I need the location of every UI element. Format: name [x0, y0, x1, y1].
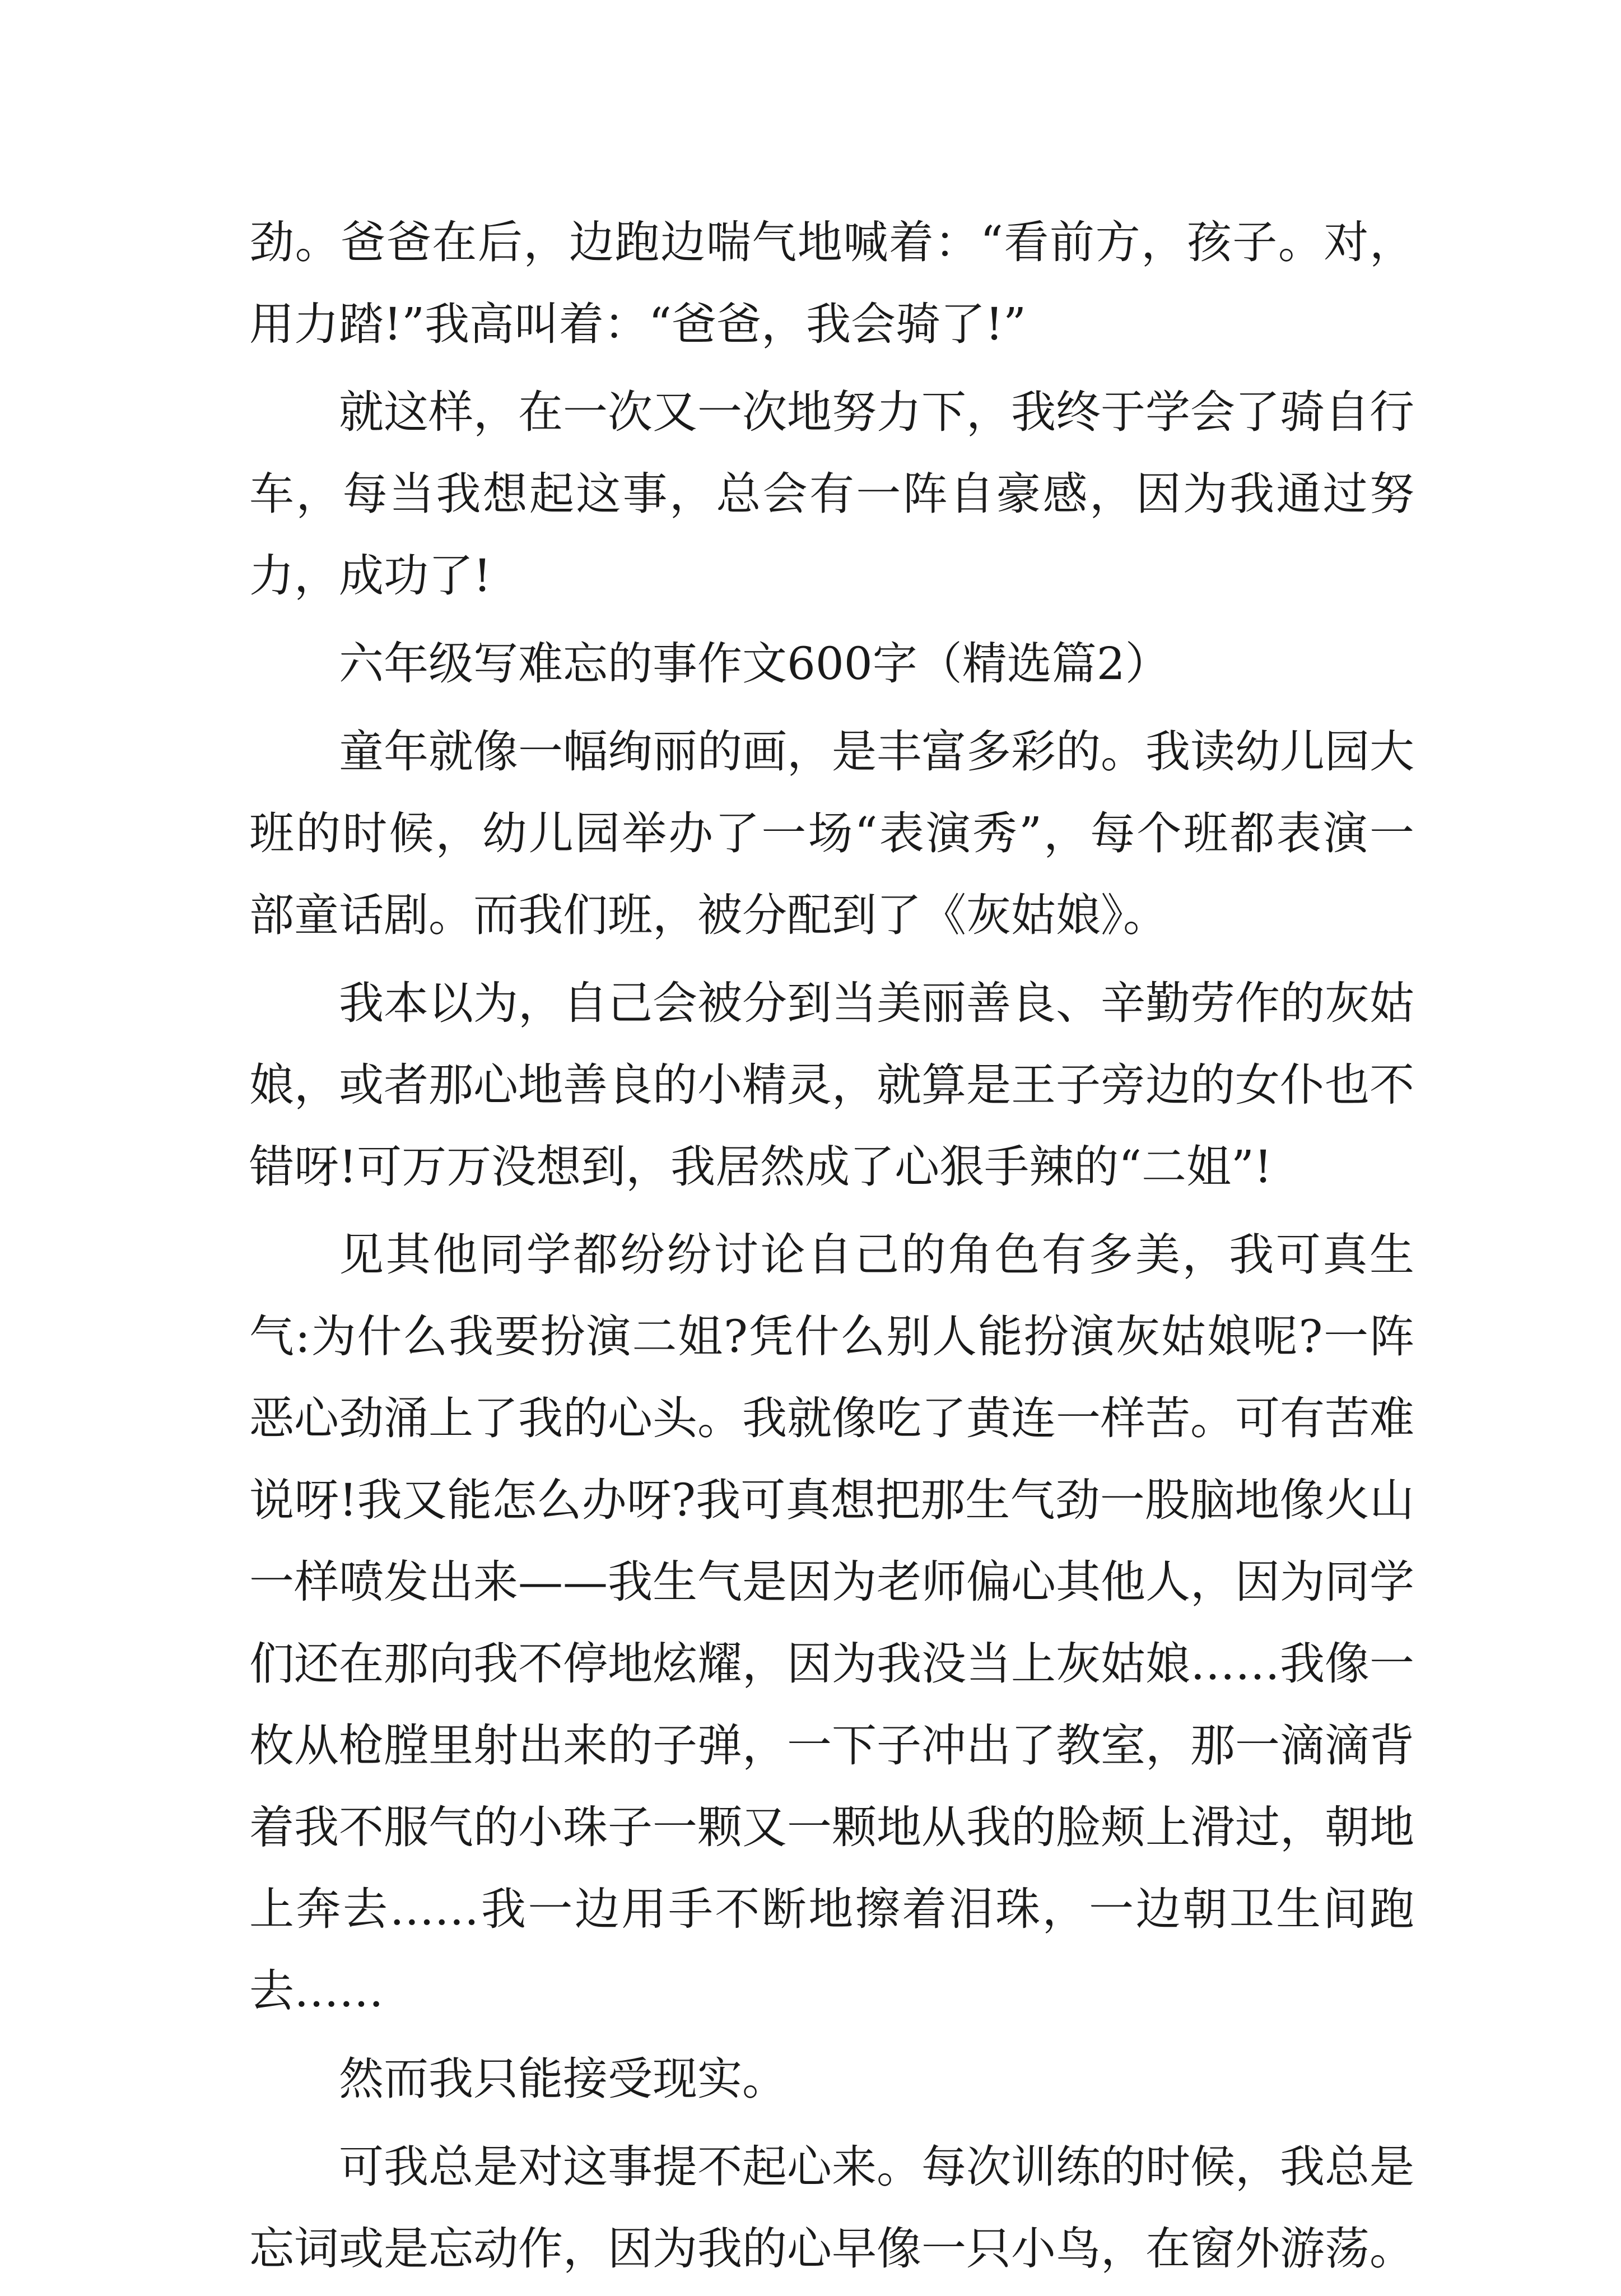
paragraph: 童年就像一幅绚丽的画，是丰富多彩的。我读幼儿园大班的时候，幼儿园举办了一场“表演秀”，每个班都表演一部童话剧。而我们班，被分配到了《灰姑娘》。 [249, 726, 1414, 941]
paragraph: 我本以为，自己会被分到当美丽善良、辛勤劳作的灰姑娘，或者那心地善良的小精灵，就算是王子旁边的女仆也不错呀!可万万没想到，我居然成了心狠手辣的“二姐”! [249, 977, 1414, 1193]
paragraph: 然而我只能接受现实。 [339, 2053, 787, 2105]
paragraph: 可我总是对这事提不起心来。每次训练的时候，我总是忘词或是忘动作，因为我的心早像一只小鸟，在窗外游荡。 [249, 2141, 1414, 2275]
paragraph: 劲。爸爸在后，边跑边喘气地喊着：“看前方，孩子。对，用力踏!”我高叫着：“爸爸，我会骑了!” [249, 216, 1414, 350]
document-body [249, 202, 1414, 2296]
paragraph: 见其他同学都纷纷讨论自己的角色有多美，我可真生气:为什么我要扮演二姐?凭什么别人能扮演灰姑娘呢?一阵恶心劲涌上了我的心头。我就像吃了黄连一样苦。可有苦难说呀!我又能怎么办呀?我可真想把那生气劲一股脑地像火山一样喷发出来——我生气是因为老师偏心其他人，因为同学们还在那向我不停地炫耀，因为我没当上灰姑娘……我像一枚从枪膛里射出来的子弹，一下子冲出了教室，那一滴滴背着我不服气的小珠子一颗又一颗地从我的脸颊上滑过，朝地上奔去……我一边用手不断地擦着泪珠，一边朝卫生间跑去…… [249, 1229, 1414, 2017]
paragraph: 就这样，在一次又一次地努力下，我终于学会了骑自行车，每当我想起这事，总会有一阵自豪感，因为我通过努力，成功了! [249, 386, 1414, 602]
section-heading: 六年级写难忘的事作文600字（精选篇2） [339, 638, 1170, 690]
